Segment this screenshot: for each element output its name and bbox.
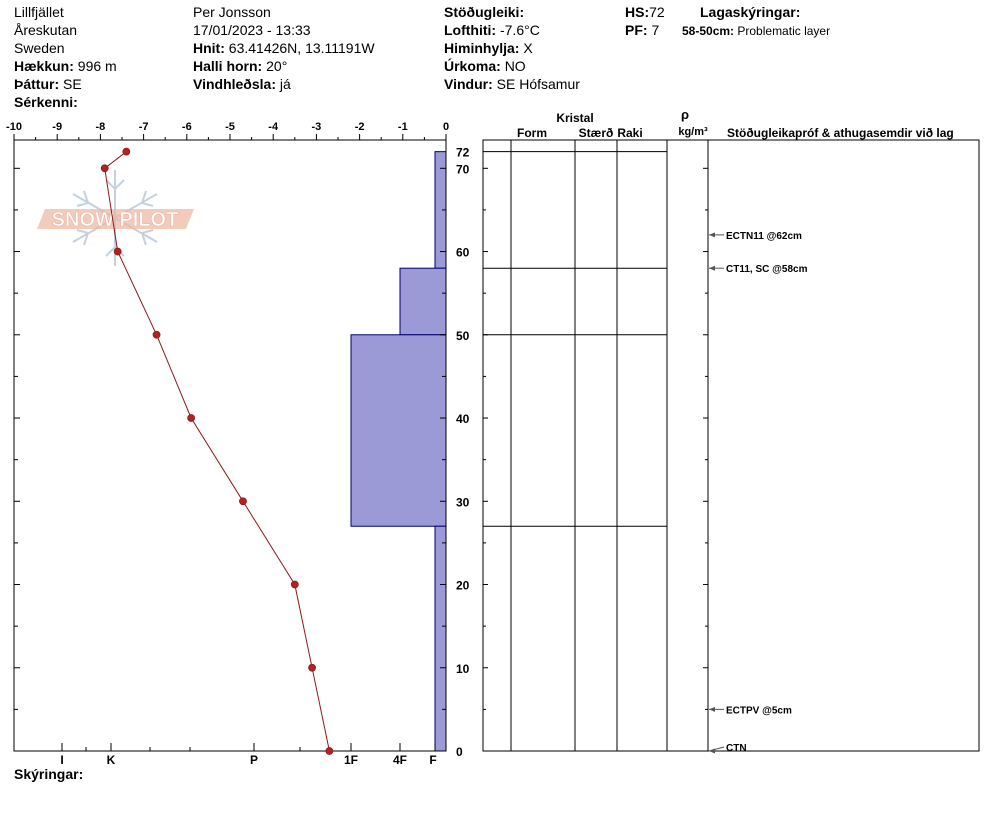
temperature-point xyxy=(153,331,160,338)
elevation-value: 996 m xyxy=(77,58,117,74)
temperature-point xyxy=(326,748,333,755)
temperature-point xyxy=(123,148,130,155)
elevation-label: Hækkun: xyxy=(14,58,74,74)
hardness-tick-label: F xyxy=(429,753,437,767)
area-name: Åreskutan xyxy=(14,22,78,38)
hardness-bar xyxy=(400,268,446,335)
wind-label: Vindur: xyxy=(444,76,493,92)
location-name: Lillfjället xyxy=(14,4,64,20)
depth-tick-label: 50 xyxy=(456,328,470,343)
temp-tick-label: -6 xyxy=(181,121,192,133)
temp-tick-label: 0 xyxy=(442,121,450,133)
temperature-point xyxy=(188,415,195,422)
stability-test-label: ECTN11 @62cm xyxy=(726,230,802,242)
form-header: Form xyxy=(517,126,547,140)
layer-note-text: Problematic layer xyxy=(737,24,831,38)
slope-value: 20° xyxy=(266,58,288,74)
temp-tick-label: -10 xyxy=(6,121,22,133)
test-arrow-head xyxy=(709,232,715,237)
moisture-header: Raki xyxy=(617,126,643,140)
temperature-point xyxy=(291,581,298,588)
hardness-bar xyxy=(351,335,446,526)
temp-tick-label: -3 xyxy=(311,121,322,133)
sky-value: X xyxy=(523,40,533,56)
precip-label: Úrkoma: xyxy=(444,58,501,74)
notes-label: Skýringar: xyxy=(14,766,84,782)
crystal-header: Kristal xyxy=(556,111,594,125)
temp-tick-label: -8 xyxy=(95,121,106,133)
temperature-point xyxy=(239,498,246,505)
slope-label: Halli horn: xyxy=(193,58,263,74)
test-arrow-head xyxy=(709,707,715,712)
temp-tick-label: -9 xyxy=(52,121,63,133)
temperature-point xyxy=(309,664,316,671)
observer-name: Per Jonsson xyxy=(193,4,271,20)
hardness-tick-label: 1F xyxy=(343,753,359,767)
layer-table xyxy=(483,107,979,754)
wind-loading-label: Vindhleðsla: xyxy=(193,76,276,92)
depth-tick-label: 0 xyxy=(456,745,463,759)
layer-note-range: 58-50cm: xyxy=(682,24,735,38)
stability-test-label: ECTPV @5cm xyxy=(726,705,792,717)
test-arrow-head xyxy=(709,266,715,271)
wind-loading-value: já xyxy=(279,76,291,92)
size-header: Stærð xyxy=(578,126,614,140)
temperature-point xyxy=(101,165,108,172)
stability-test-label: CT11, SC @58cm xyxy=(726,264,808,276)
precip-value: NO xyxy=(504,58,526,74)
wind-value: SE Hófsamur xyxy=(496,76,580,92)
temperature-line xyxy=(105,152,330,751)
coords-value: 63.41426N, 13.11191W xyxy=(228,40,375,56)
hardness-tick-label: 4F xyxy=(392,753,408,767)
pf-value: 7 xyxy=(651,22,660,38)
sky-label: Himinhylja: xyxy=(444,40,520,56)
hardness-tick-label: I xyxy=(60,753,64,767)
depth-tick-label: 70 xyxy=(456,162,470,177)
hardness-bar xyxy=(435,526,446,751)
temp-tick-label: -5 xyxy=(225,121,235,133)
aspect-value: SE xyxy=(63,76,82,92)
logo-text: SNOW PILOT xyxy=(51,209,179,231)
density-unit: kg/m³ xyxy=(678,126,708,138)
hs-value: 72 xyxy=(649,4,665,20)
coords-label: Hnit: xyxy=(193,40,225,56)
air-temp-label: Lofthiti: xyxy=(444,22,497,38)
hs-label: HS: xyxy=(625,4,650,20)
density-symbol: ρ xyxy=(680,107,690,122)
temp-tick-label: -7 xyxy=(138,121,149,133)
temp-tick-label: -1 xyxy=(397,121,408,133)
depth-tick-label: 10 xyxy=(456,661,470,676)
hardness-tick-label: P xyxy=(249,753,259,767)
depth-tick-label: 40 xyxy=(456,412,470,427)
stability-label: Stöðugleiki: xyxy=(444,4,525,20)
depth-tick-label: 60 xyxy=(456,245,470,260)
pf-label: PF: xyxy=(625,22,648,38)
aspect-label: Þáttur: xyxy=(14,76,60,92)
temperature-point xyxy=(114,248,121,255)
temp-tick-label: -2 xyxy=(354,121,365,133)
test-arrow-head xyxy=(709,749,715,754)
air-temp-value: -7.6°C xyxy=(499,22,540,38)
stability-test-label: CTN xyxy=(726,743,747,754)
depth-tick-label: 20 xyxy=(456,578,470,593)
observation-datetime: 17/01/2023 - 13:33 xyxy=(193,22,311,38)
temp-tick-label: -4 xyxy=(268,121,279,133)
depth-tick-label: 72 xyxy=(456,145,470,160)
features-label: Sérkenni: xyxy=(14,94,78,110)
country-name: Sweden xyxy=(14,40,65,56)
tests-header: Stöðugleikapróf & athugasemdir við lag xyxy=(727,126,954,140)
layer-notes-label: Lagaskýringar: xyxy=(700,4,801,20)
hardness-tick-label: K xyxy=(106,753,116,767)
depth-tick-label: 30 xyxy=(456,495,470,510)
